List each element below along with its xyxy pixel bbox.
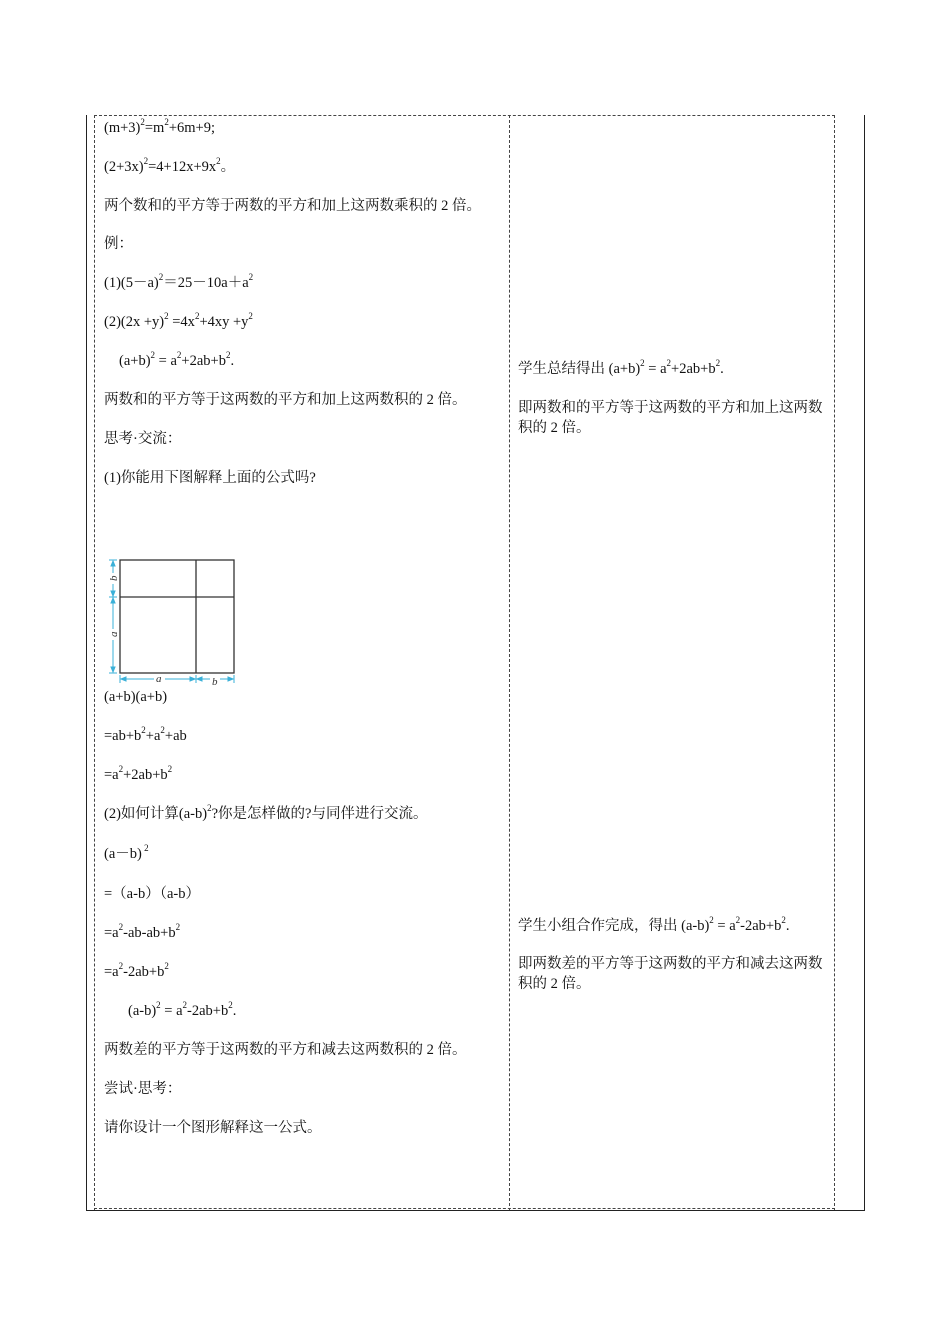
cell-border-right: [834, 115, 835, 1211]
diff-line-1: (a－b) $^2$: [104, 843, 149, 862]
table-border-bottom: [86, 1210, 865, 1211]
expand-line-3: $=a^2+2ab+b^2$: [104, 764, 173, 783]
formula-line-2: $(2+3x)^2=4+12x+9x^2$。: [104, 156, 236, 175]
student-group-result: 学生小组合作完成，得出 $(a-b)^2 = a^2-2ab+b^2$.: [518, 915, 790, 934]
outer-square: [120, 560, 234, 673]
label-bottom-a: a: [156, 673, 162, 685]
expand-line-1: (a+b)(a+b): [104, 689, 168, 705]
example-2: $(2)(2x +y)^2 =4x^2+4xy +y^2$: [104, 311, 253, 330]
think-label: 思考·交流：: [104, 431, 182, 447]
formula-sum-square: $(a+b)^2 = a^2+2ab+b^2$.: [119, 350, 235, 369]
cell-border-bottom: [94, 1208, 835, 1209]
table-border-right: [864, 115, 865, 1211]
question-1: (1)你能用下图解释上面的公式吗?: [104, 470, 316, 486]
student-summary-1: 学生总结得出 $(a+b)^2 = a^2+2ab+b^2$.: [518, 358, 724, 377]
example-label: 例：: [104, 236, 133, 252]
label-top-b: b: [108, 575, 120, 581]
rule-diff-square: 两数差的平方等于这两数的平方和减去这两数积的 2 倍。: [104, 1042, 467, 1058]
student-group-summary: 即两数差的平方等于这两数的平方和减去这两数积的 2 倍。: [518, 956, 823, 992]
student-summary-2: 即两数和的平方等于这两数的平方和加上这两数积的 2 倍。: [518, 400, 823, 436]
example-1: $(1)(5-a)^2=25-10a+a^2$: [104, 272, 254, 291]
expand-line-2: $=ab+b^2+a^2+ab$: [104, 725, 187, 744]
formula-diff-square: $(a-b)^2 = a^2-2ab+b^2$.: [128, 1000, 237, 1019]
column-divider: [509, 115, 510, 1211]
diff-line-3: $=a^2-ab-ab+b^2$: [104, 922, 181, 941]
diff-line-4: $=a^2-2ab+b^2$: [104, 961, 169, 980]
label-bottom-b: b: [212, 676, 218, 687]
table-border-left: [86, 115, 87, 1211]
rule-sum-square: 两个数和的平方等于两数的平方和加上这两数乘积的 2 倍。: [104, 198, 481, 214]
right-column-block-2: [518, 916, 823, 994]
cell-border-left: [94, 115, 95, 1211]
try-label: 尝试·思考：: [104, 1081, 182, 1097]
rule-sum-square-2: 两数和的平方等于这两数的平方和加上这两数积的 2 倍。: [104, 392, 467, 408]
question-2: (2)如何计算$(a-b)^2$?你是怎样做的?与同伴进行交流。: [104, 803, 428, 822]
diff-line-2: =（a-b）（a-b）: [104, 886, 200, 902]
label-left-a: a: [108, 631, 120, 637]
square-area-diagram: [103, 551, 245, 687]
formula-line-1: $(m+3)^2=m^2+6m+9$;: [104, 117, 216, 136]
design-task: 请你设计一个图形解释这一公式。: [104, 1120, 322, 1136]
right-column-block-1: [518, 359, 823, 438]
cell-border-top: [94, 115, 835, 116]
